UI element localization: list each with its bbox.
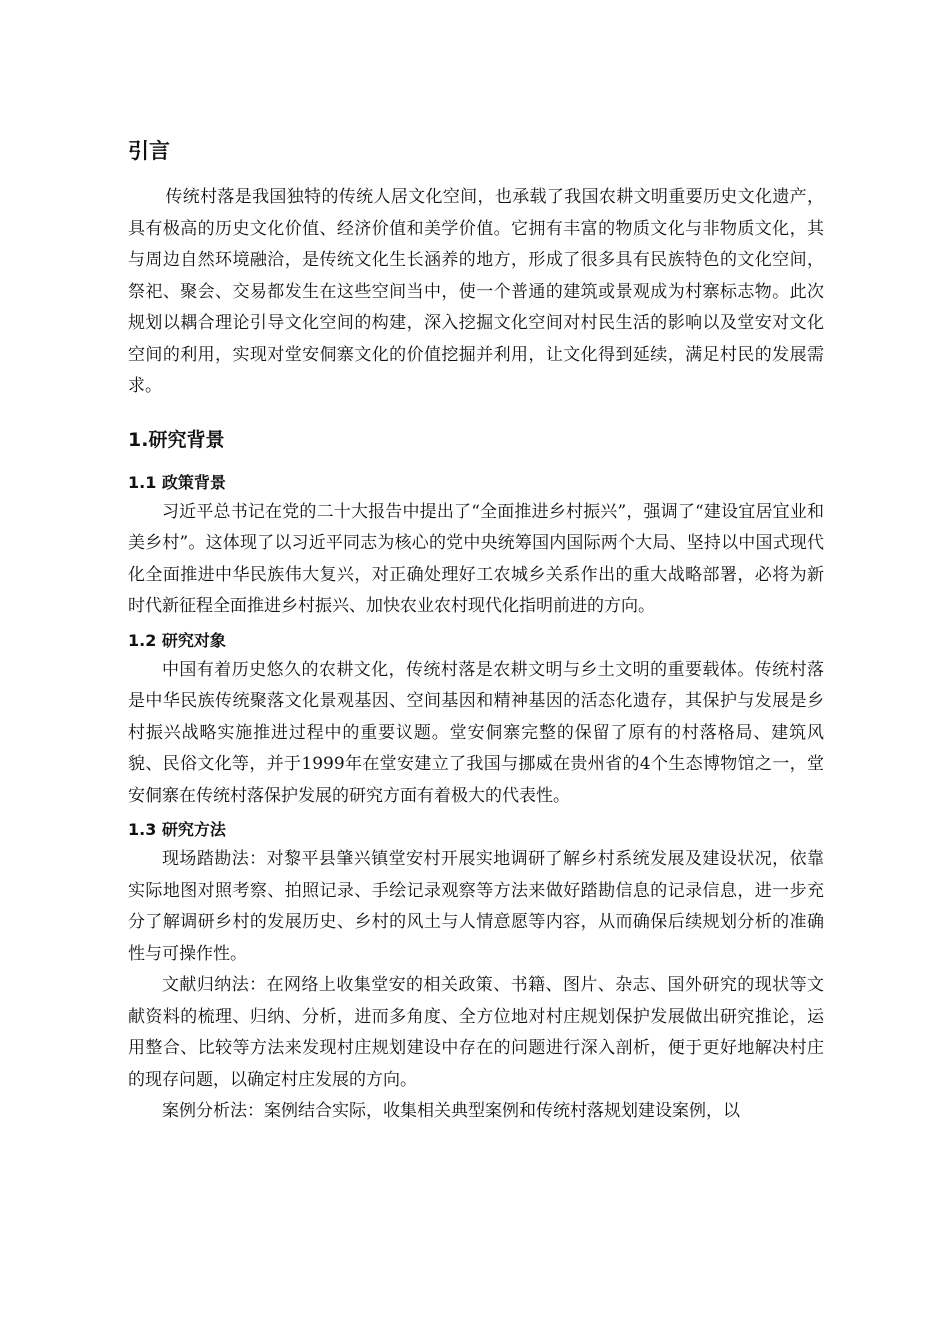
intro-heading: 引言 [128,139,170,163]
section-1-2-heading: 1.2 研究对象 [128,630,226,650]
method-field-survey-paragraph: 现场踏勘法：对黎平县肇兴镇堂安村开展实地调研了解乡村系统发展及建设状况，依靠实际地图对照考察、拍照记录、手绘记录观察等方法来做好踏勘信息的记录信息，进一步充分了解调研乡村的发展历史、乡村的风土与人情意愿等内容，从而确保后续规划分析的准确性与可操作性。 [128,849,824,964]
section-1-1-paragraph: 习近平总书记在党的二十大报告中提出了“全面推进乡村振兴”，强调了“建设宜居宜业和美乡村”。这体现了以习近平同志为核心的党中央统筹国内国际两个大局、坚持以中国式现代化全面推进中华民族伟大复兴，对正确处理好工农城乡关系作出的重大战略部署，必将为新时代新征程全面推进乡村振兴、加快农业农村现代化指明前进的方向。 [128,501,824,616]
intro-paragraph: 传统村落是我国独特的传统人居文化空间，也承载了我国农耕文明重要历史文化遗产，具有极高的历史文化价值、经济价值和美学价值。它拥有丰富的物质文化与非物质文化，其与周边自然环境融洽，是传统文化生长涵养的地方，形成了很多具有民族特色的文化空间，祭祀、聚会、交易都发生在这些空间当中，使一个普通的建筑或景观成为村寨标志物。此次规划以耦合理论引导文化空间的构建，深入挖掘文化空间对村民生活的影响以及堂安对文化空间的利用，实现对堂安侗寨文化的价值挖掘并利用，让文化得到延续，满足村民的发展需求。 [128,187,824,396]
page-content [128,136,824,1128]
section-1-heading: 1.研究背景 [128,428,225,451]
method-case-analysis-paragraph: 案例分析法：案例结合实际，收集相关典型案例和传统村落规划建设案例，以 [162,1101,740,1121]
method-literature-paragraph: 文献归纳法：在网络上收集堂安的相关政策、书籍、图片、杂志、国外研究的现状等文献资料的梳理、归纳、分析，进而多角度、全方位地对村庄规划保护发展做出研究推论，运用整合、比较等方法来发现村庄规划建设中存在的问题进行深入剖析，便于更好地解决村庄的现存问题，以确定村庄发展的方向。 [128,975,824,1090]
section-1-1-heading: 1.1 政策背景 [128,472,226,492]
section-1-3-heading: 1.3 研究方法 [128,820,226,839]
section-1-2-paragraph: 中国有着历史悠久的农耕文化，传统村落是农耕文明与乡土文明的重要载体。传统村落是中华民族传统聚落文化景观基因、空间基因和精神基因的活态化遗存，其保护与发展是乡村振兴战略实施推进过程中的重要议题。堂安侗寨完整的保留了原有的村落格局、建筑风貌、民俗文化等，并于1999年在堂安建立了我国与挪威在贵州省的4个生态博物馆之一，堂安侗寨在传统村落保护发展的研究方面有着极大的代表性。 [128,659,824,806]
